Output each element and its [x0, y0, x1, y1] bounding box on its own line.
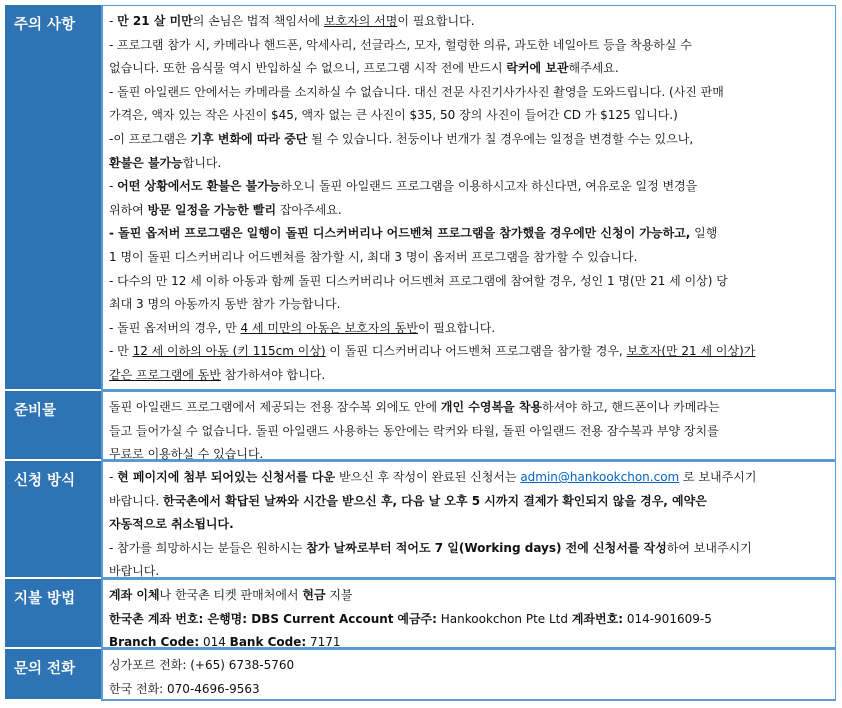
text-segment: 환불은 불가능	[109, 155, 183, 170]
text-segment: 지불	[325, 588, 353, 602]
text-segment: - 돌핀 아일랜드 안에서는 카메라를 소지하실 수 없습니다. 대신 전문 사진기사가사진 촬영을 도와드립니다. (사진 판매	[109, 84, 724, 99]
text-line	[109, 270, 829, 294]
text-line	[109, 466, 829, 490]
text-line	[109, 10, 829, 34]
text-line	[109, 537, 829, 561]
text-segment: 한국 전화: 070-4696-9563	[109, 681, 260, 696]
text-segment: 이 필요합니다.	[417, 320, 496, 335]
text-line	[109, 34, 829, 58]
text-segment: 현금	[302, 588, 326, 602]
body-contact	[103, 650, 835, 699]
text-line	[109, 293, 829, 317]
text-segment: 합니다.	[182, 155, 222, 170]
text-segment: 로 보내주시기	[679, 470, 757, 484]
body-application	[103, 462, 835, 577]
text-segment: 들고 들어가실 수 없습니다. 돌핀 아일랜드 사용하는 동안에는 락커와 타월, 돌핀 아일랜드 전용 잠수복과 부양 장치를	[109, 423, 719, 438]
text-segment: 014-901609-5	[623, 611, 712, 626]
text-line	[109, 175, 829, 199]
text-segment: 계좌 이체	[109, 588, 160, 602]
text-line	[109, 128, 829, 152]
text-segment: 014	[199, 635, 230, 650]
text-segment: 예금주:	[397, 611, 437, 626]
text-line	[109, 246, 829, 270]
text-segment: -이 프로그램은	[109, 131, 191, 146]
text-segment: 1 명이 돌핀 디스커버리나 어드벤쳐를 참가할 시, 최대 3 명이 옵저버 프로그램을 참가할 수 있습니다.	[109, 249, 638, 264]
text-segment: -	[109, 179, 118, 194]
text-segment: Branch Code:	[109, 635, 200, 650]
text-segment: 일행	[690, 226, 718, 241]
text-line	[109, 104, 829, 128]
text-segment: 만 21 살 미만	[117, 14, 193, 28]
body-notice	[103, 6, 835, 389]
text-segment: 없습니다. 또한 음식물 역시 반입하실 수 없으니, 프로그램 시작 전에 반드시	[109, 61, 507, 76]
email-link[interactable]: admin@hankookchon.com	[520, 470, 680, 484]
text-segment: - 다수의 만 12 세 이하 아동과 함께 돌핀 디스커버리나 어드벤쳐 프로그램에 참여할 경우, 성인 1 명(만 21 세 이상) 당	[109, 273, 728, 288]
text-line	[109, 584, 829, 608]
text-segment: 하셔야 하고, 핸드폰이나 카메라는	[542, 400, 720, 414]
text-segment: 어떤 상황에서도 환불은 불가능	[117, 179, 281, 194]
text-segment: 바랍니다.	[109, 493, 163, 508]
text-line	[109, 222, 829, 246]
header-contact: 문의 전화	[5, 649, 101, 701]
header-application: 신청 방식	[5, 461, 101, 579]
text-segment: - 참가를 희망하시는 분들은 원하시는	[109, 540, 307, 555]
text-segment: 12 세 이하의 아동 (키 115cm 이상)	[132, 344, 326, 359]
text-segment: 가격은, 액자 있는 작은 사진이 $45, 액자 없는 큰 사진이 $35, 50 장의 사진이 들어간 CD 가 $125 입니다.)	[109, 108, 678, 123]
text-segment: 7171	[306, 635, 341, 650]
text-segment: 이 필요합니다.	[397, 14, 475, 28]
header-preparation: 준비물	[5, 391, 101, 461]
text-segment: - 만	[109, 344, 133, 359]
text-segment: 싱가포르 전화: (+65) 6738-5760	[109, 658, 295, 672]
text-segment: Hankookchon Pte Ltd	[436, 611, 572, 626]
text-segment: 최대 3 명의 아동까지 동반 참가 가능합니다.	[109, 297, 341, 312]
text-segment: 계좌번호:	[571, 611, 623, 626]
text-line	[109, 654, 829, 678]
text-line	[109, 490, 829, 514]
text-segment: Bank Code:	[229, 635, 307, 650]
body-preparation	[103, 392, 835, 462]
text-segment: 한국촌 계좌 번호: 은행명: DBS Current Account	[109, 611, 394, 626]
text-segment: 될 수 있습니다. 천둥이나 번개가 칠 경우에는 일정을 변경할 수는 있으나,	[307, 131, 694, 146]
text-segment: 이 돌핀 디스커버리나 어드벤쳐 프로그램을 참가할 경우,	[325, 344, 627, 359]
text-segment: 해주세요.	[568, 61, 619, 76]
text-segment: 자동적으로 취소됩니다.	[109, 517, 234, 532]
text-segment: 하오니 돌핀 아일랜드 프로그램을 이용하시고자 하신다면, 여유로운 일정 변경을	[280, 179, 698, 194]
text-segment: 한국촌에서 확답된 날짜와 시간을 받으신 후, 다음 날 오후 5 시까지 결제가 확인되지 않을 경우, 예약은	[163, 493, 707, 508]
text-segment: 무료로 이용하실 수 있습니다.	[109, 447, 264, 462]
text-segment: 나 한국촌 티켓 판매처에서	[159, 588, 303, 602]
text-segment: -	[109, 470, 118, 484]
text-segment: -	[109, 14, 118, 28]
text-segment: 잡아주세요.	[276, 202, 342, 217]
text-segment: 현 페이지에 첨부 되어있는 신청서를 다운	[117, 470, 336, 484]
info-table	[5, 5, 836, 701]
text-line	[109, 199, 829, 223]
text-segment: - 돌핀 옵저버의 경우, 만	[109, 320, 241, 335]
text-segment: 하여 보내주시기	[666, 540, 752, 555]
text-line	[109, 608, 829, 632]
text-segment: 참가 날짜로부터 적어도 7 일(Working days) 전에 신청서를 작성	[306, 540, 667, 555]
text-line	[109, 364, 829, 388]
text-segment: 같은 프로그램에 동반	[109, 367, 221, 382]
text-segment: 받으신 후 작성이 완료된 신청서는	[335, 470, 521, 484]
text-segment: 방문 일정을 가능한 빨리	[147, 202, 277, 217]
text-line	[109, 152, 829, 176]
text-segment: 기후 변화에 따라 중단	[190, 131, 308, 146]
text-segment: 개인 수영복을 착용	[440, 400, 543, 414]
header-payment: 지불 방법	[5, 579, 101, 649]
text-segment: 의 손님은 법적 책임서에	[192, 14, 324, 28]
header-notice: 주의 사항	[5, 5, 101, 391]
text-segment: 돌핀 아일랜드 프로그램에서 제공되는 전용 잠수복 외에도 안에	[109, 400, 441, 414]
text-segment: - 프로그램 참가 시, 카메라나 핸드폰, 악세사리, 선글라스, 모자, 헐렁한 의류, 과도한 네일아트 등을 착용하실 수	[109, 37, 692, 52]
text-line	[109, 396, 829, 420]
text-line	[109, 81, 829, 105]
text-line	[109, 317, 829, 341]
text-segment: 바랍니다.	[109, 564, 160, 579]
text-line	[109, 420, 829, 444]
text-line	[109, 513, 829, 537]
text-segment: 4 세 미만의 아동은 보호자의 동반	[240, 320, 418, 335]
text-segment: 락커에 보관	[506, 61, 569, 76]
text-segment: 위하여	[109, 202, 148, 217]
text-segment: - 돌핀 옵저버 프로그램은 일행이 돌핀 디스커버리나 어드벤쳐 프로그램을 참가했을 경우에만 신청이 가능하고,	[109, 226, 691, 241]
text-line	[109, 340, 829, 364]
text-line	[109, 678, 829, 702]
text-segment: 보호자의 서명	[323, 14, 398, 28]
text-segment: 보호자(만 21 세 이상)가	[626, 344, 756, 359]
body-payment	[103, 580, 835, 650]
text-line	[109, 57, 829, 81]
text-segment: 참가하셔야 합니다.	[220, 367, 326, 382]
